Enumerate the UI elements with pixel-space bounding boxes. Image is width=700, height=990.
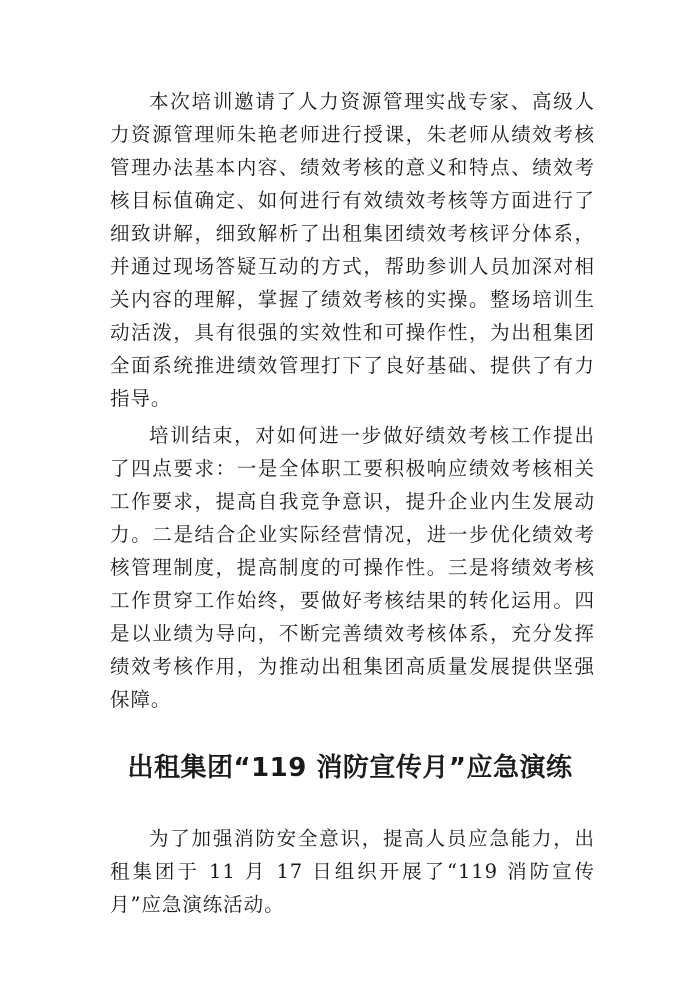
body-paragraph-2: 培训结束，对如何进一步做好绩效考核工作提出了四点要求：一是全体职工要积极响应绩效考核相关工作要求，提高自我竞争意识，提升企业内生发展动力。二是结合企业实际经营情况，进一步优化绩效考核管理制度，提高制度的可操作性。三是将绩效考核工作贯穿工作始终，要做好考核结果的转化运用。四是以业绩为导向，不断完善绩效考核体系，充分发挥绩效考核作用，为推动出租集团高质量发展提供坚强保障。	[110, 424, 595, 711]
training-section	[110, 85, 595, 716]
article-heading: 出租集团“119 消防宣传月”应急演练	[127, 753, 573, 783]
drill-section	[110, 822, 595, 921]
body-paragraph-1: 本次培训邀请了人力资源管理实战专家、高级人力资源管理师朱艳老师进行授课，朱老师从绩效考核管理办法基本内容、绩效考核的意义和特点、绩效考核目标值确定、如何进行有效绩效考核等方面进行了细致讲解，细致解析了出租集团绩效考核评分体系，并通过现场答疑互动的方式，帮助参训人员加深对相关内容的理解，掌握了绩效考核的实操。整场培训生动活泼，具有很强的实效性和可操作性，为出租集团全面系统推进绩效管理打下了良好基础、提供了有力指导。	[110, 90, 595, 410]
article-paragraph-1: 为了加强消防安全意识，提高人员应急能力，出租集团于 11 月 17 日组织开展了“119 消防宣传月”应急演练活动。	[110, 827, 595, 916]
